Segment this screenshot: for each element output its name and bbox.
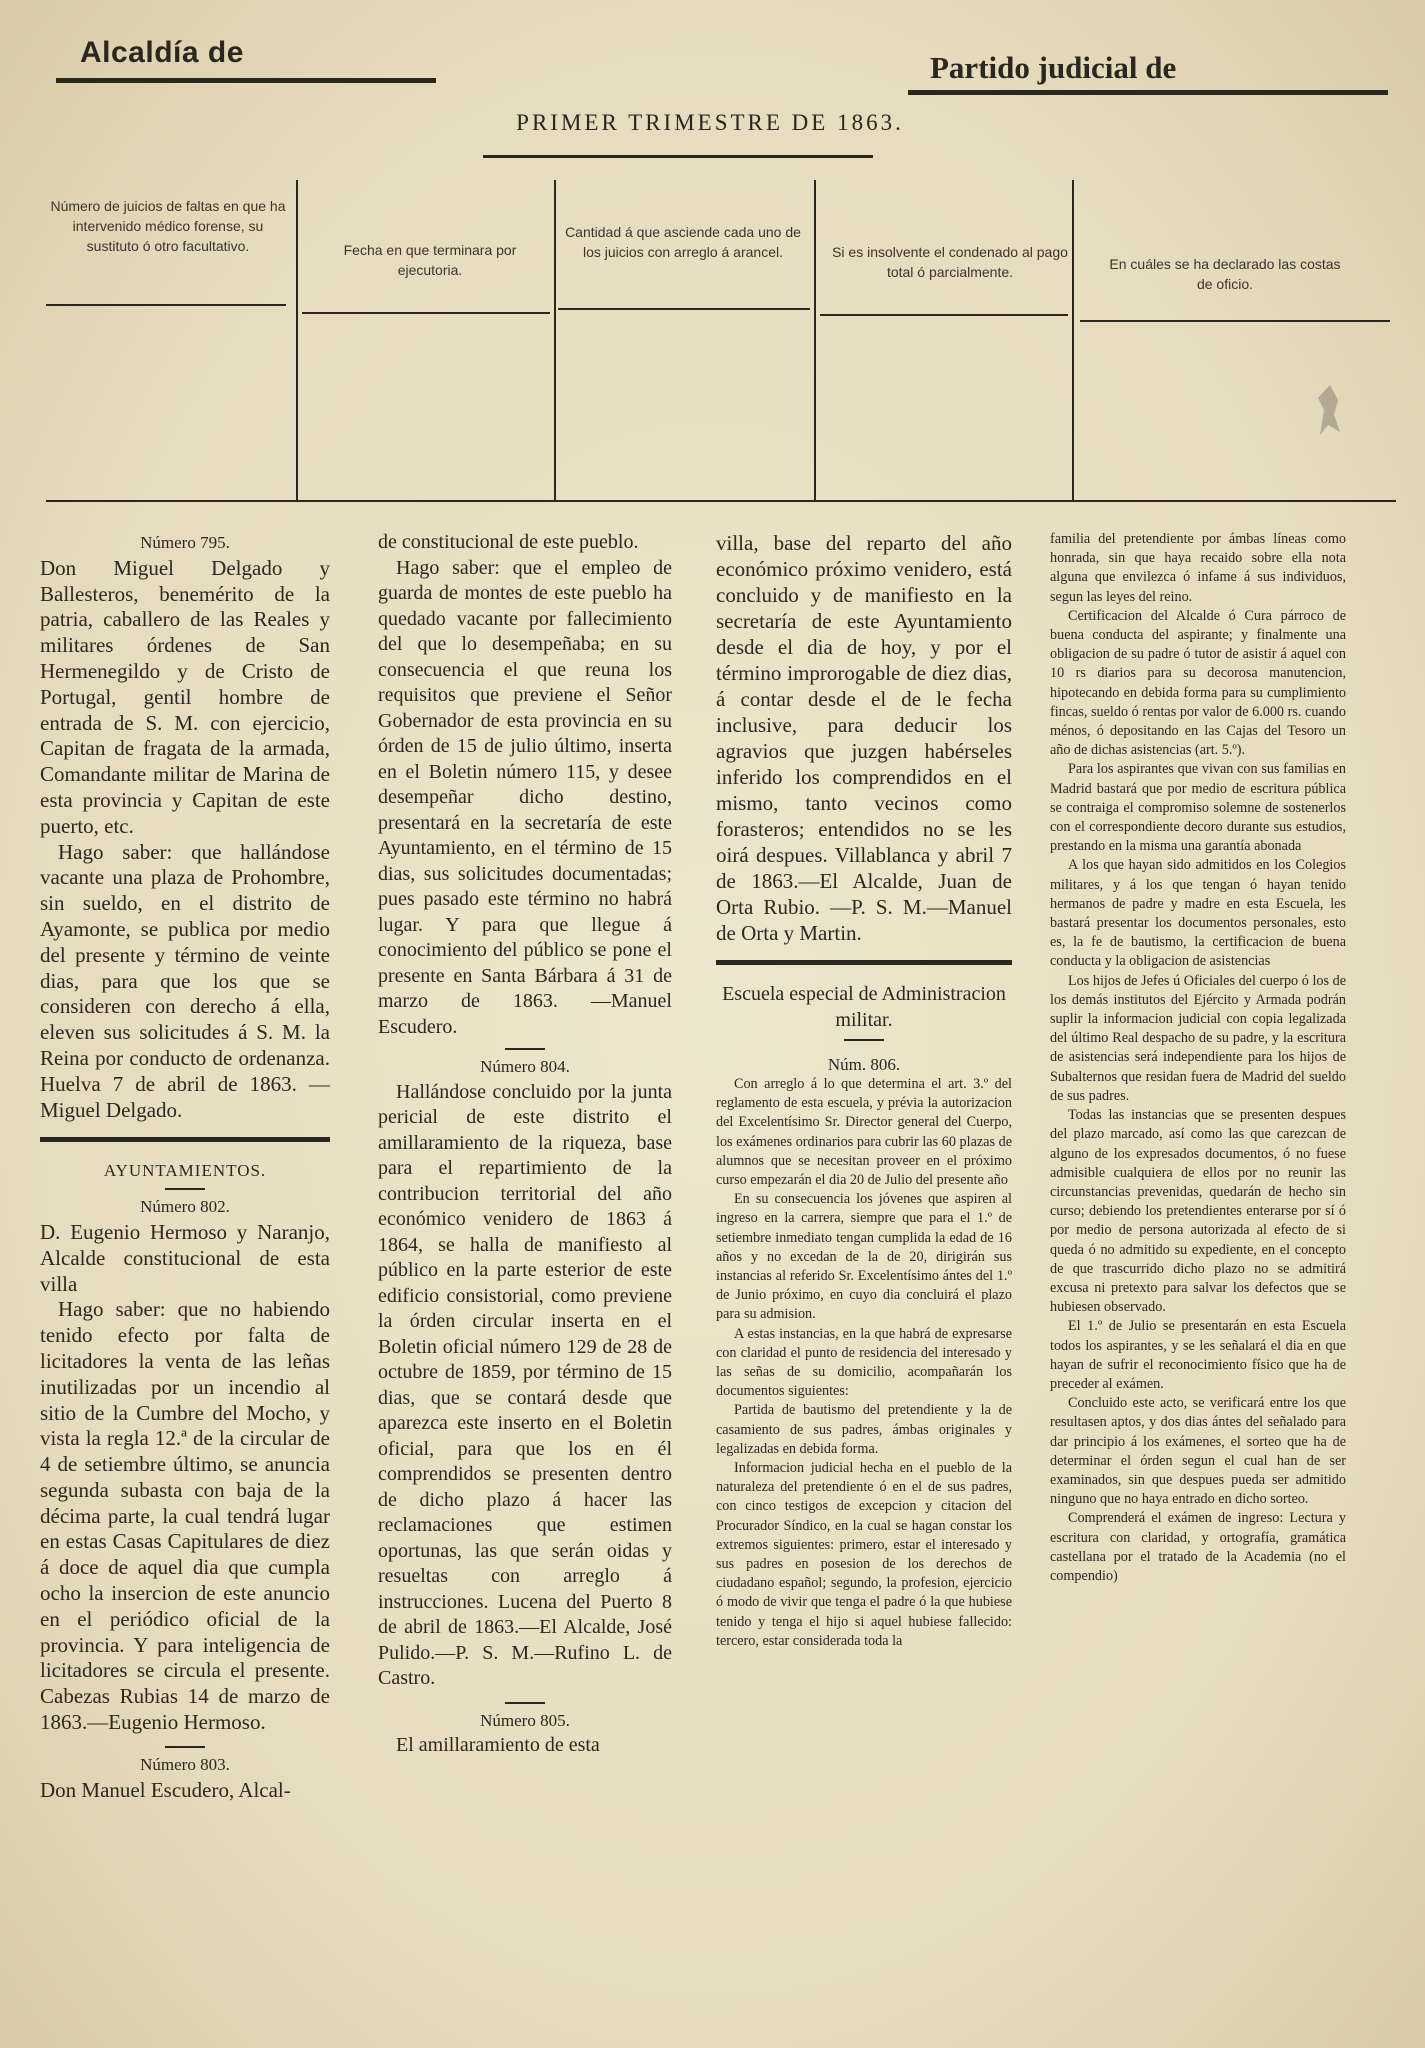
table-header-cantidad-arancel: Cantidad á que asciende cada uno de los juicios con arreglo á arancel.: [565, 224, 801, 260]
notice-806-para-4: Partida de bautismo del pretendiente y la de casamiento de sus padres, ámbas originales y legalizadas en debida forma.: [716, 1402, 1012, 1457]
table-divider: [554, 180, 556, 500]
table-header-fecha-ejecutoria: Fecha en que terminara por ejecutoria.: [343, 242, 517, 278]
notice-795-body: Hago saber: que hallándose vacante una plaza de Prohombre, sin sueldo, en el distrito de Ayamonte, se publica por medio del presente y término de veinte dias, para que los que se consideren con derecho á ella, eleven sus solicitudes á S. M. la Reina por conducto de ordenanza. Huelva 7 de abril de 1863. —Miguel Delgado.: [40, 839, 330, 1122]
notice-803-body: Hago saber: que el empleo de guarda de montes de este pueblo ha quedado vacante por fallecimiento del que lo desempeñaba; en su consecuencia el que reuna los requisitos que previene el Señor Gobernador de esta provincia en su órden de 15 de julio último, inserta en el Boletin número 115, y desee desempeñar dicho destino, presentará en la secretaría de este Ayuntamiento, en el término de 15 dias, sus solicitudes documentadas; pues pasado este término no habrá lugar. Y para que llegue á conocimiento del público se pone el presente en Santa Bárbara á 31 de marzo de 1863. —Manuel Escudero.: [378, 556, 672, 1038]
column-2: [378, 530, 672, 1759]
notice-802-body: Hago saber: que no habiendo tenido efecto por falta de licitadores la venta de las leñas inutilizadas por un incendio al sitio de la Cumbre del Mocho, y vista la regla 12.ª de la circular de 4 de setiembre último, se anuncia segunda subasta con baja de la décima parte, la cual tendrá lugar en estas Casas Capitulares de diez á doce de aquel dia que cumpla ocho la insercion de este anuncio en el periódico oficial de la provincia. Y para inteligencia de licitadores se circula el presente. Cabezas Rubias 14 de marzo de 1863.—Eugenio Hermoso.: [40, 1297, 330, 1735]
table-header-numero-juicios: Número de juicios de faltas en que ha intervenido médico forense, su sustituto ó otro facultativo.: [50, 198, 286, 254]
trimestre-heading: PRIMER TRIMESTRE DE 1863.: [516, 110, 904, 135]
small-separator: [165, 1746, 205, 1748]
trimestre-underline: [483, 155, 873, 158]
notice-number-806: Núm. 806.: [827, 1055, 901, 1074]
notice-number-802: Número 802.: [140, 1197, 230, 1217]
notice-number-795: Número 795.: [140, 533, 230, 552]
partido-judicial-header: Partido judicial de: [930, 50, 1177, 85]
column-1: [40, 530, 330, 1803]
column-4: [1050, 530, 1346, 1586]
header-left-rule: [56, 78, 436, 83]
notice-number-803: Número 803.: [140, 1754, 230, 1774]
table-divider: [296, 180, 298, 500]
table-bottom-rule: [46, 500, 1396, 502]
ayuntamientos-heading: AYUNTAMIENTOS.: [103, 1161, 267, 1181]
notice-803-start: Don Manuel Escudero, Alcal-: [40, 1777, 291, 1802]
ink-stain: [1310, 380, 1350, 440]
table-header-costas-oficio: En cuáles se ha declarado las costas de oficio.: [1109, 256, 1341, 292]
small-separator: [505, 1702, 545, 1704]
alcaldia-header: Alcaldía de: [80, 36, 244, 69]
notice-number-805: Número 805.: [480, 1710, 570, 1730]
notice-806-para-5: Informacion judicial hecha en el pueblo de la naturaleza del pretendiente ó en el de sus padres, con cinco testigos de excepcion y citacion del Procurador Síndico, en la cual se hagan constar los extremos siguientes: primero, estar el interesado y sus padres en posesion de los derechos de ciudadano español; segundo, la profesion, ejercicio ó modo de vivir que tenga el padre ó la que hubiese tenido y tenga el hijo si aquel hubiese fallecido: tercero, estar considerada toda la: [716, 1460, 1012, 1649]
col4-para-1: familia del pretendiente por ámbas líneas como honrada, sin que haya recaido sobre ella nota alguna que envilezca ó infame á sus individuos, segun las leyes del reino.: [1050, 531, 1346, 605]
notice-number-804: Número 804.: [480, 1057, 570, 1076]
small-separator: [165, 1188, 205, 1190]
col4-para-8: Concluido este acto, se verificará entre los que resultasen aptos, y dos dias ántes del señalado para dar principio á los exámenes, el sorteo que ha de determinar el órden segun el cual han de ser examinados, sin que despues pueda ser admitido ninguno que no haya entrado en dicho sorteo.: [1050, 1395, 1346, 1508]
table-divider: [814, 180, 816, 500]
table-header-insolvente: Si es insolvente el condenado al pago total ó parcialmente.: [832, 244, 1068, 280]
notice-802-heading: D. Eugenio Hermoso y Naranjo, Alcalde constitucional de esta villa: [40, 1219, 330, 1296]
notice-803-continued: de constitucional de este pueblo.: [378, 531, 639, 553]
table-rule: [302, 312, 550, 314]
notice-806-para-3: A estas instancias, en la que habrá de expresarse con claridad el punto de residencia del interesado y las señas de su domicilio, acompañarán los documentos siguientes:: [716, 1325, 1012, 1400]
table-rule: [46, 304, 286, 306]
notice-805-start: El amillaramiento de esta: [396, 1734, 600, 1756]
notice-806-para-2: En su consecuencia los jóvenes que aspiren al ingreso en la carrera, siempre que para el 1.º de setiembre inmediato tengan cumplida la edad de 16 años y no excedan de la de 20, dirigirán sus instancias al referido Sr. Excelentísimo ántes del 1.º de Junio próximo, en cuyo dia concluirá el plazo para su admision.: [716, 1191, 1012, 1323]
header-right-rule: [908, 90, 1388, 95]
small-separator: [505, 1048, 545, 1050]
col4-para-5: Los hijos de Jefes ú Oficiales del cuerpo ó los de los demás institutos del Ejército y Armada podrán suplir la informacion judicial con copia legalizada del último Real despacho de su padre, y la escritura de asistencias será independiente para los hijos de Subalternos que residan fuera de Madrid del sueldo de sus padres.: [1050, 972, 1346, 1104]
escuela-heading: Escuela especial de Administracion militar.: [722, 983, 1006, 1031]
col4-para-3: Para los aspirantes que vivan con sus familias en Madrid bastará que por medio de escritura pública se contraiga el compromiso solemne de sostenerlos con el correspondiente decoro durante sus estudios, prestando en la misma una garantía abonada: [1050, 761, 1346, 855]
notice-806-para-1: Con arreglo á lo que determina el art. 3.º del reglamento de esta escuela, y prévia la autorizacion del Excelentísimo Sr. Director general del Cuerpo, los exámenes ordinarios para cubrir las 60 plazas de alumnos que se necesitan proveer en el próximo curso empezarán el dia 20 de Julio del presente año: [716, 1076, 1012, 1189]
notice-795-heading: Don Miguel Delgado y Ballesteros, benemérito de la patria, caballero de las Reales y militares órdenes de San Hermenegildo y de Cristo de Portugal, gentil hombre de entrada de S. M. con ejercicio, Capitan de fragata de la armada, Comandante militar de Marina de esta provincia y Capitan de este puerto, etc.: [40, 555, 330, 838]
notice-805-body: villa, base del reparto del año económico próximo venidero, está concluido y de manifiesto en la secretaría de este Ayuntamiento desde el dia de hoy, y por el término improrogable de diez dias, á contar desde el de le fecha inclusive, para deducir los agravios que juzgen habérseles inferido los comprendidos en el mismo, tanto vecinos como forasteros; entendidos no se les oirá despues. Villablanca y abril 7 de 1863.—El Alcalde, Juan de Orta Rubio. —P. S. M.—Manuel de Orta y Martin.: [716, 531, 1012, 945]
col4-para-4: A los que hayan sido admitidos en los Colegios militares, y á los que tengan ó hayan tenido hermanos de padre y madre en esta Escuela, les bastará presentar los documentos personales, esto es, la fe de bautismo, la certificacion de buena conducta y la obligacion de asistencias: [1050, 857, 1346, 970]
faltas-table: [40, 180, 1400, 490]
table-rule: [820, 314, 1068, 316]
section-separator: [716, 960, 1012, 965]
col4-para-7: El 1.º de Julio se presentarán en esta Escuela todos los aspirantes, y se les señalará el dia en que hayan de sufrir el reconocimiento físico que ha de preceder al exámen.: [1050, 1318, 1346, 1392]
small-separator: [844, 1039, 884, 1041]
col4-para-9: Comprenderá el exámen de ingreso: Lectura y escritura con claridad, y ortografía, gramática castellana por el tratado de la Academia (no el compendio): [1050, 1510, 1346, 1584]
section-separator: [40, 1137, 330, 1142]
column-3: [716, 530, 1012, 1651]
notice-804-body: Hallándose concluido por la junta pericial de este distrito el amillaramiento de la riqueza, base para el repartimiento de la contribucion territorial del año económico venidero de 1863 á 1864, se halla de manifiesto al público en la parte esterior de este edificio consistorial, como previene la órden circular inserta en el Boletin oficial número 129 de 28 de octubre de 1859, por término de 15 dias, que se contará desde que aparezca este inserto en el Boletin oficial, para que los en él comprendidos se presenten dentro de dicho plazo á hacer las reclamaciones que estimen oportunas, las que serán oidas y resueltas con arreglo á instrucciones. Lucena del Puerto 8 de abril de 1863.—El Alcalde, José Pulido.—P. S. M.—Rufino L. de Castro.: [378, 1080, 672, 1689]
col4-para-6: Todas las instancias que se presenten despues del plazo marcado, así como las que carezcan de alguno de los expresados documentos, ó no fuese admisible cualquiera de ellos por no reunir las circunstancias prevenidas, quedarán de hecho sin curso; debiendo los pretendientes enterarse por sí ó por medio de persona autorizada al efecto de si queda ó no admitido su expediente, en el concepto de que trascurrido dicho plazo no se admitirá excusa ni pretexto para salvar los defectos que se hubiesen observado.: [1050, 1107, 1346, 1316]
table-divider: [1072, 180, 1074, 500]
col4-para-2: Certificacion del Alcalde ó Cura párroco de buena conducta del aspirante; y finalmente una obligacion de su padre ó tutor de asistir á aquel con 10 rs diarios para su decorosa manutencion, hipotecando en debida forma para su cumplimiento fincas, sueldo ó rentas por valor de 6.000 rs. cuando ménos, ó depositando en las Cajas del Tesoro un año de dichas asistencias (art. 5.º).: [1050, 607, 1346, 759]
table-rule: [558, 308, 810, 310]
table-rule: [1080, 320, 1390, 322]
